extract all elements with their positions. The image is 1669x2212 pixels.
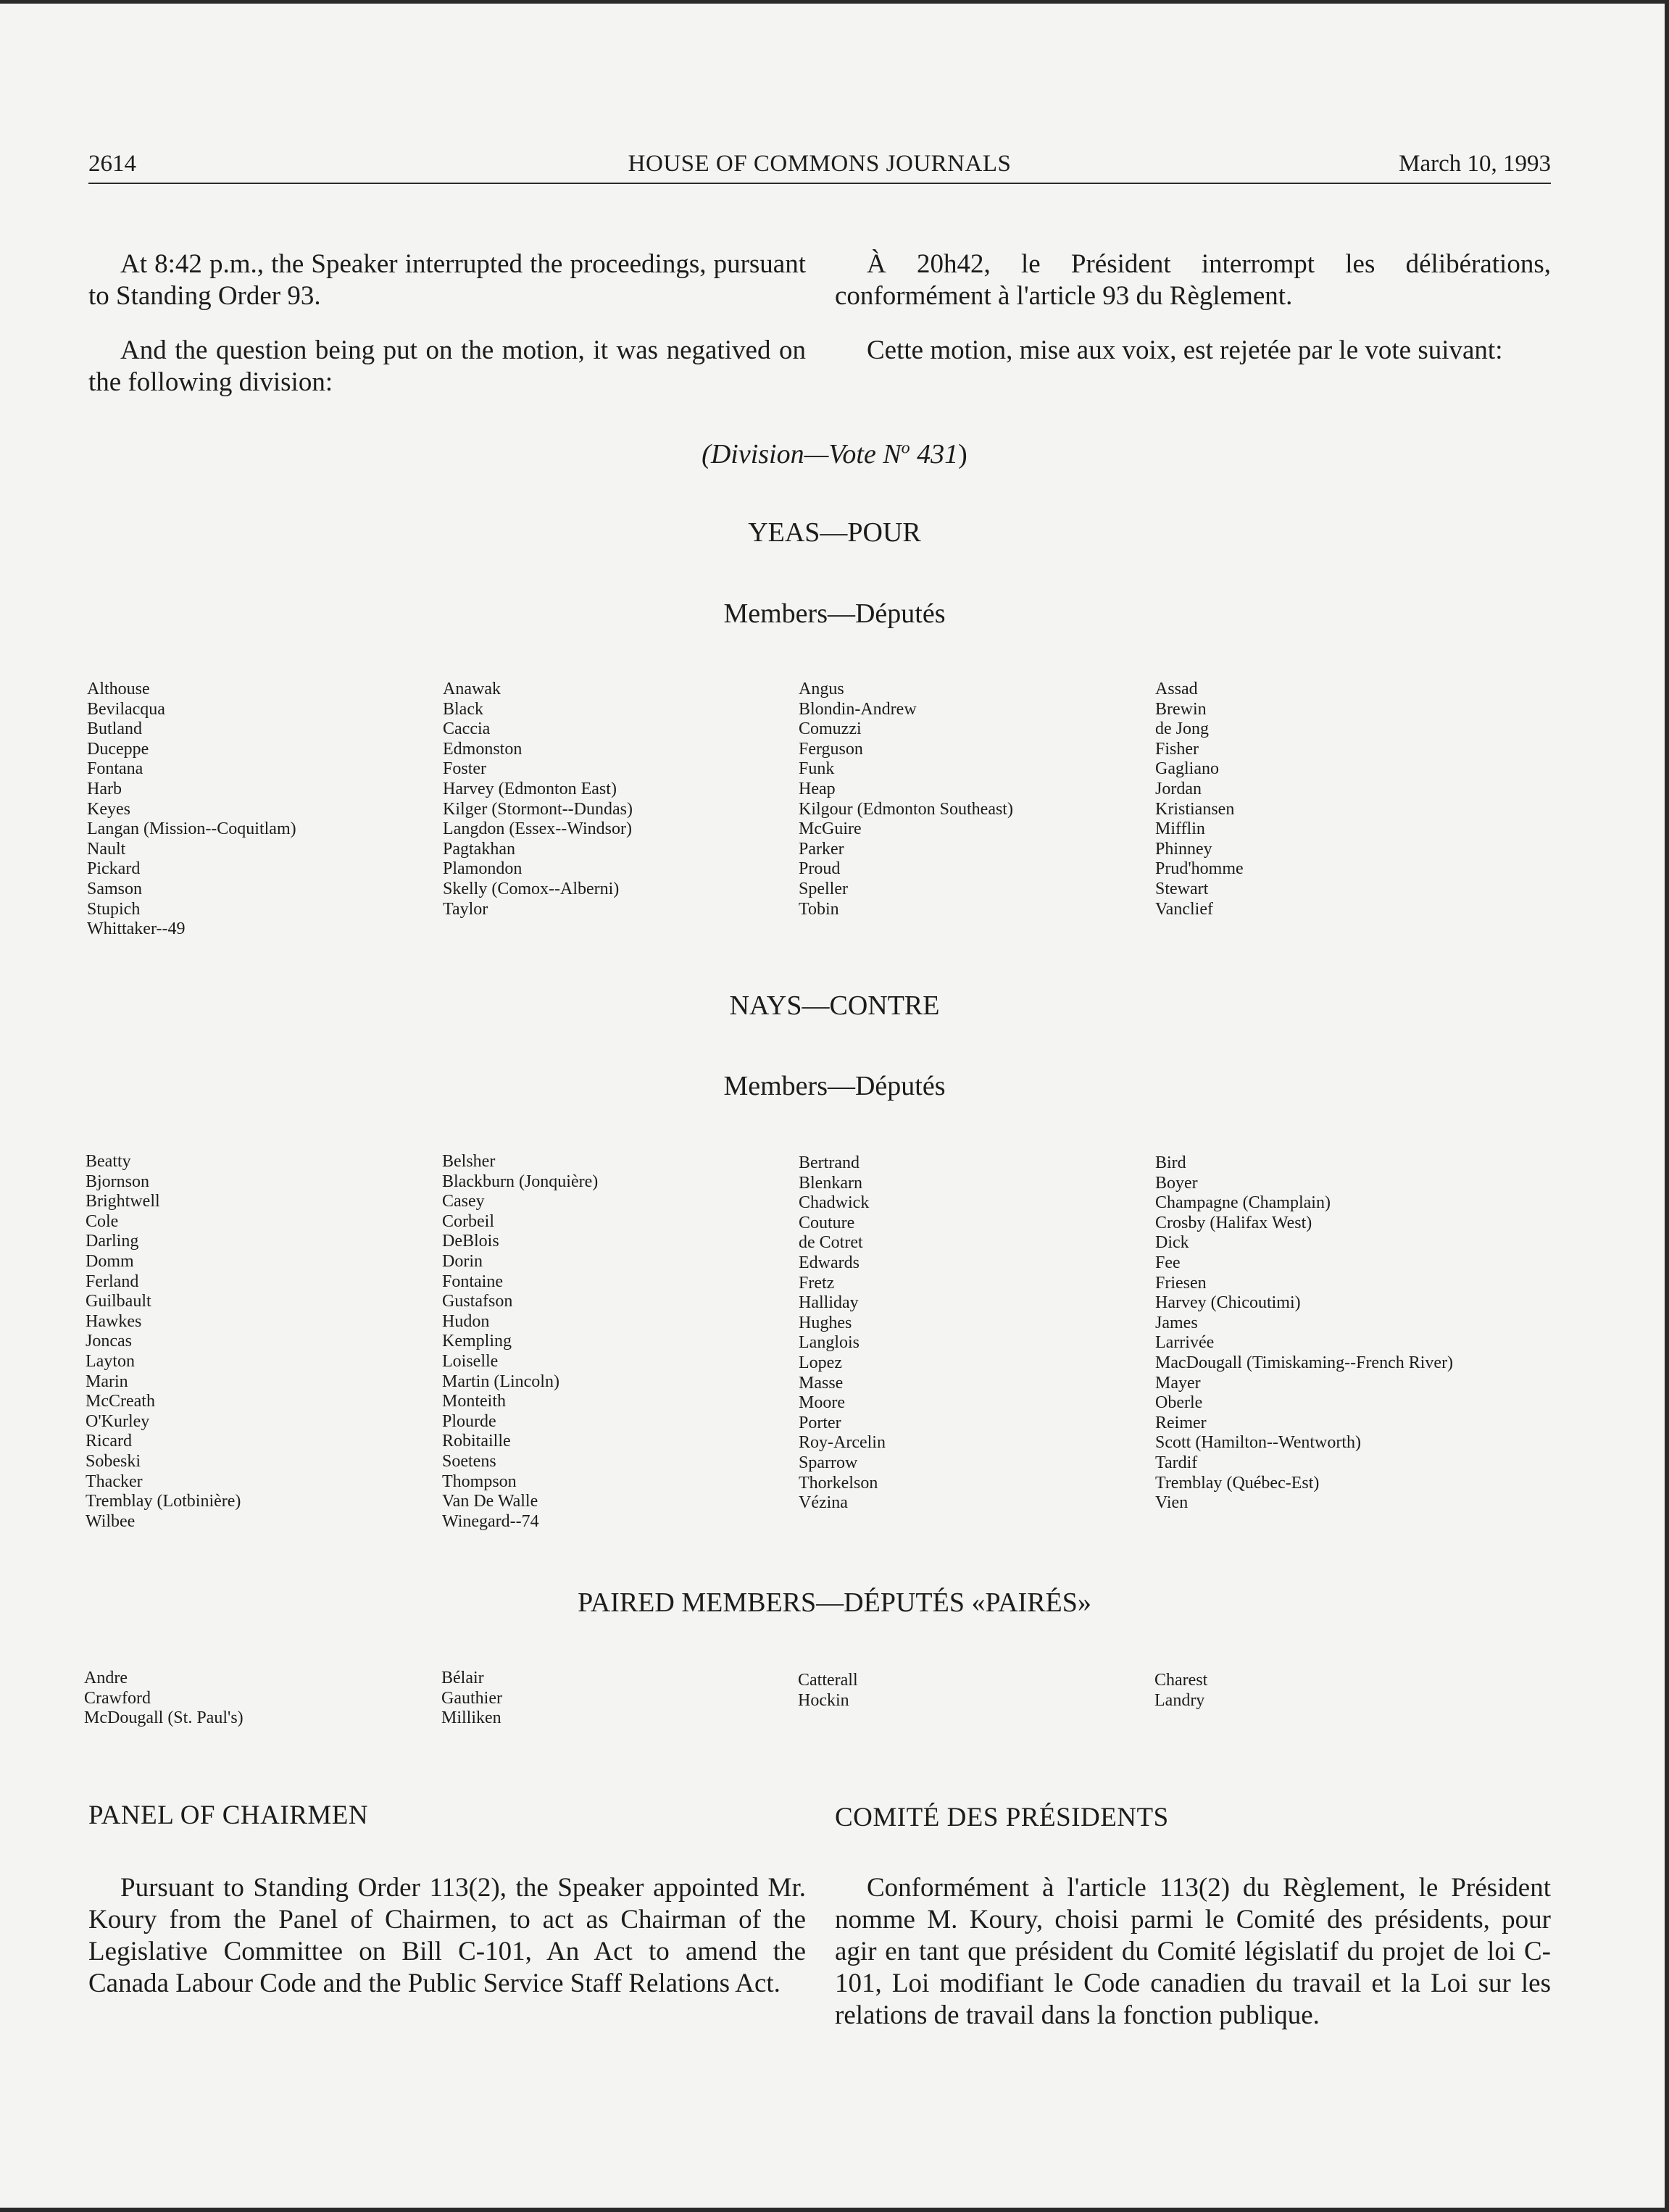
member-name: Langdon (Essex--Windsor) [443,819,632,839]
header-rule [88,183,1551,184]
panel-fr-title: COMITÉ DES PRÉSIDENTS [835,1803,1169,1832]
member-name: Monteith [442,1392,506,1411]
member-name: Bevilacqua [87,699,165,719]
yeas-column-2 [443,680,633,919]
member-name: Blondin-Andrew [799,699,917,719]
member-name: Blackburn (Jonquière) [442,1172,599,1191]
paired-column-4 [1154,1671,1207,1711]
member-name: Langlois [799,1333,860,1353]
member-name: Beatty [86,1152,131,1171]
journal-title: HOUSE OF COMMONS JOURNALS [628,151,1012,177]
member-name: Charest [1154,1671,1208,1690]
member-name: Scott (Hamilton--Wentworth) [1155,1433,1362,1453]
member-name: Sparrow [799,1453,858,1472]
member-name: Casey [442,1192,485,1211]
division-label-super: o [901,438,910,458]
nays-subheading: Members—Députés [723,1071,946,1101]
member-name: Speller [799,879,848,898]
member-name: Tremblay (Québec-Est) [1155,1473,1320,1493]
member-name: de Cotret [799,1233,863,1253]
member-name: McGuire [799,819,862,839]
member-name: Skelly (Comox--Alberni) [443,879,620,898]
member-name: Kempling [442,1332,512,1351]
member-name: Black [443,699,483,719]
member-name: Kilger (Stormont--Dundas) [443,799,633,819]
nays-column-2 [442,1152,598,1532]
member-name: Thorkelson [799,1473,878,1493]
member-name: Mifflin [1155,819,1205,839]
member-name: Lopez [799,1353,842,1372]
panel-fr-paragraph: Conformément à l'article 113(2) du Règlement, le Président nomme M. Koury, choisi parmi le Comité des présidents, pour agir en tant que président du Comité législatif du projet de loi C-101, Loi modifiant le Code canadien du travail et la Loi sur les relations de travail dans la fonction publique. [835,1873,1551,2030]
member-name: O'Kurley [86,1411,150,1431]
member-name: Moore [799,1393,845,1413]
intro-fr-paragraph-1: À 20h42, le Président interrompt les délibérations, conformément à l'article 93 du Règlement. [835,249,1551,311]
member-name: Vézina [799,1493,848,1513]
member-name: Pagtakhan [443,839,515,859]
member-name: Vien [1155,1493,1189,1513]
intro-fr-column [835,249,1551,367]
member-name: Darling [86,1232,139,1251]
member-name: Langan (Mission--Coquitlam) [87,819,296,839]
member-name: Dorin [442,1251,483,1271]
member-name: McDougall (St. Paul's) [84,1708,244,1728]
member-name: Plamondon [443,859,523,879]
member-name: Landry [1154,1690,1205,1710]
page-border-right [1665,0,1669,2212]
page-number: 2614 [88,151,136,177]
member-name: Fee [1155,1253,1181,1272]
member-name: Foster [443,759,486,779]
member-name: Samson [87,879,143,898]
member-name: Caccia [443,719,491,739]
member-name: Anawak [443,680,501,698]
division-label-prefix: (Division—Vote N [702,439,902,469]
member-name: Proud [799,859,841,879]
yeas-heading: YEAS—POUR [748,517,921,548]
nays-column-1 [86,1152,241,1532]
member-name: Angus [799,680,844,698]
paired-column-1 [84,1669,244,1729]
member-name: Assad [1155,680,1198,698]
member-name: Stewart [1155,879,1209,898]
member-name: Bird [1155,1153,1186,1172]
member-name: Kristiansen [1155,799,1235,819]
member-name: Hawkes [86,1311,142,1331]
nays-column-4 [1155,1153,1453,1514]
member-name: Funk [799,759,835,779]
member-name: Chadwick [799,1193,870,1213]
paired-column-2 [441,1669,502,1729]
member-name: Fontana [87,759,143,779]
member-name: Larrivée [1155,1333,1215,1353]
member-name: Joncas [86,1332,132,1351]
member-name: Edwards [799,1253,860,1272]
nays-heading: NAYS—CONTRE [729,990,940,1021]
member-name: Soetens [442,1451,496,1471]
member-name: Harvey (Edmonton East) [443,779,617,798]
panel-en-paragraph: Pursuant to Standing Order 113(2), the Speaker appointed Mr. Koury from the Panel of Chairmen, to act as Chairman of the Legislative Committee on Bill C-101, An Act to amend the Canada Labour Code and the Public Service Staff Relations Act. [88,1873,806,1998]
member-name: Milliken [441,1708,501,1728]
member-name: Keyes [87,799,130,819]
member-name: Comuzzi [799,719,862,739]
member-name: Ricard [86,1432,132,1451]
member-name: Fontaine [442,1272,503,1291]
intro-en-paragraph-1: At 8:42 p.m., the Speaker interrupted the proceedings, pursuant to Standing Order 93. [88,249,806,311]
member-name: Winegard--74 [442,1511,539,1531]
yeas-subheading: Members—Députés [723,598,946,629]
member-name: Vanclief [1155,899,1213,919]
member-name: Oberle [1155,1393,1203,1413]
member-name: Bélair [441,1669,484,1687]
member-name: Marin [86,1372,128,1391]
member-name: Fretz [799,1273,835,1293]
member-name: Crosby (Halifax West) [1155,1213,1312,1232]
member-name: Catterall [798,1671,858,1690]
intro-en-paragraph-2: And the question being put on the motion, it was negatived on the following division: [88,335,806,397]
member-name: Althouse [87,680,150,698]
member-name: Ferland [86,1272,139,1291]
header-date: March 10, 1993 [1399,151,1551,177]
member-name: Brewin [1155,699,1207,719]
member-name: Roy-Arcelin [799,1433,886,1453]
intro-en-column [88,249,806,398]
member-name: Parker [799,839,844,859]
member-name: Nault [87,839,126,859]
yeas-column-3 [799,680,1013,919]
member-name: Phinney [1155,839,1212,859]
member-name: Heap [799,779,836,798]
member-name: Hudon [442,1311,490,1331]
member-name: James [1155,1313,1198,1332]
member-name: Harvey (Chicoutimi) [1155,1293,1301,1313]
member-name: Plourde [442,1411,496,1431]
member-name: Thompson [442,1472,517,1491]
member-name: Porter [799,1413,841,1432]
member-name: DeBlois [442,1232,499,1251]
member-name: Dick [1155,1233,1189,1253]
member-name: Cole [86,1211,119,1231]
division-label-close: ) [958,439,967,469]
member-name: Blenkarn [799,1173,862,1193]
member-name: Martin (Lincoln) [442,1372,559,1391]
member-name: Thacker [86,1472,143,1491]
member-name: Butland [87,719,142,739]
member-name: Jordan [1155,779,1202,798]
member-name: Pickard [87,859,141,879]
member-name: Tremblay (Lotbinière) [86,1492,241,1511]
member-name: Kilgour (Edmonton Southeast) [799,799,1013,819]
member-name: Whittaker--49 [87,919,186,939]
member-name: Boyer [1155,1173,1198,1193]
member-name: Stupich [87,899,141,919]
member-name: Taylor [443,899,488,919]
panel-en-title: PANEL OF CHAIRMEN [88,1800,369,1830]
member-name: Duceppe [87,739,149,759]
member-name: McCreath [86,1392,155,1411]
member-name: Halliday [799,1293,859,1313]
member-name: Corbeil [442,1211,494,1231]
nays-column-3 [799,1153,886,1514]
panel-en-column [88,1872,806,2000]
member-name: Brightwell [86,1192,160,1211]
member-name: Tardif [1155,1453,1198,1472]
member-name: Harb [87,779,122,798]
panel-fr-column [835,1872,1551,2032]
member-name: Layton [86,1351,135,1371]
running-header [88,151,1551,183]
division-label [0,438,1669,470]
member-name: Belsher [442,1152,496,1171]
member-name: Gagliano [1155,759,1219,779]
yeas-column-4 [1155,680,1244,919]
member-name: Loiselle [442,1351,499,1371]
page-border-bottom [0,2208,1669,2212]
member-name: Prud'homme [1155,859,1244,879]
member-name: Mayer [1155,1373,1201,1393]
member-name: Edmonston [443,739,523,759]
member-name: Guilbault [86,1292,151,1311]
paired-column-3 [798,1671,858,1711]
division-label-number: 431 [910,439,959,469]
member-name: Fisher [1155,739,1199,759]
member-name: Robitaille [442,1432,511,1451]
member-name: Friesen [1155,1273,1207,1293]
yeas-column-1 [87,680,296,940]
member-name: Champagne (Champlain) [1155,1193,1331,1213]
member-name: Couture [799,1213,855,1232]
member-name: Andre [84,1669,128,1687]
member-name: Domm [86,1251,134,1271]
member-name: Ferguson [799,739,863,759]
member-name: Wilbee [86,1511,136,1531]
member-name: Masse [799,1373,844,1393]
intro-fr-paragraph-2: Cette motion, mise aux voix, est rejetée par le vote suivant: [867,335,1503,365]
member-name: Van De Walle [442,1492,538,1511]
member-name: Gauthier [441,1688,502,1708]
page-border-top [0,0,1669,4]
member-name: Tobin [799,899,839,919]
member-name: de Jong [1155,719,1209,739]
member-name: Sobeski [86,1451,141,1471]
member-name: Gustafson [442,1292,513,1311]
member-name: Bertrand [799,1153,860,1172]
member-name: Hughes [799,1313,852,1332]
member-name: Reimer [1155,1413,1207,1432]
member-name: Hockin [798,1690,849,1710]
member-name: Crawford [84,1688,151,1708]
paired-heading: PAIRED MEMBERS—DÉPUTÉS «PAIRÉS» [578,1587,1091,1618]
member-name: Bjornson [86,1172,150,1191]
member-name: MacDougall (Timiskaming--French River) [1155,1353,1454,1372]
